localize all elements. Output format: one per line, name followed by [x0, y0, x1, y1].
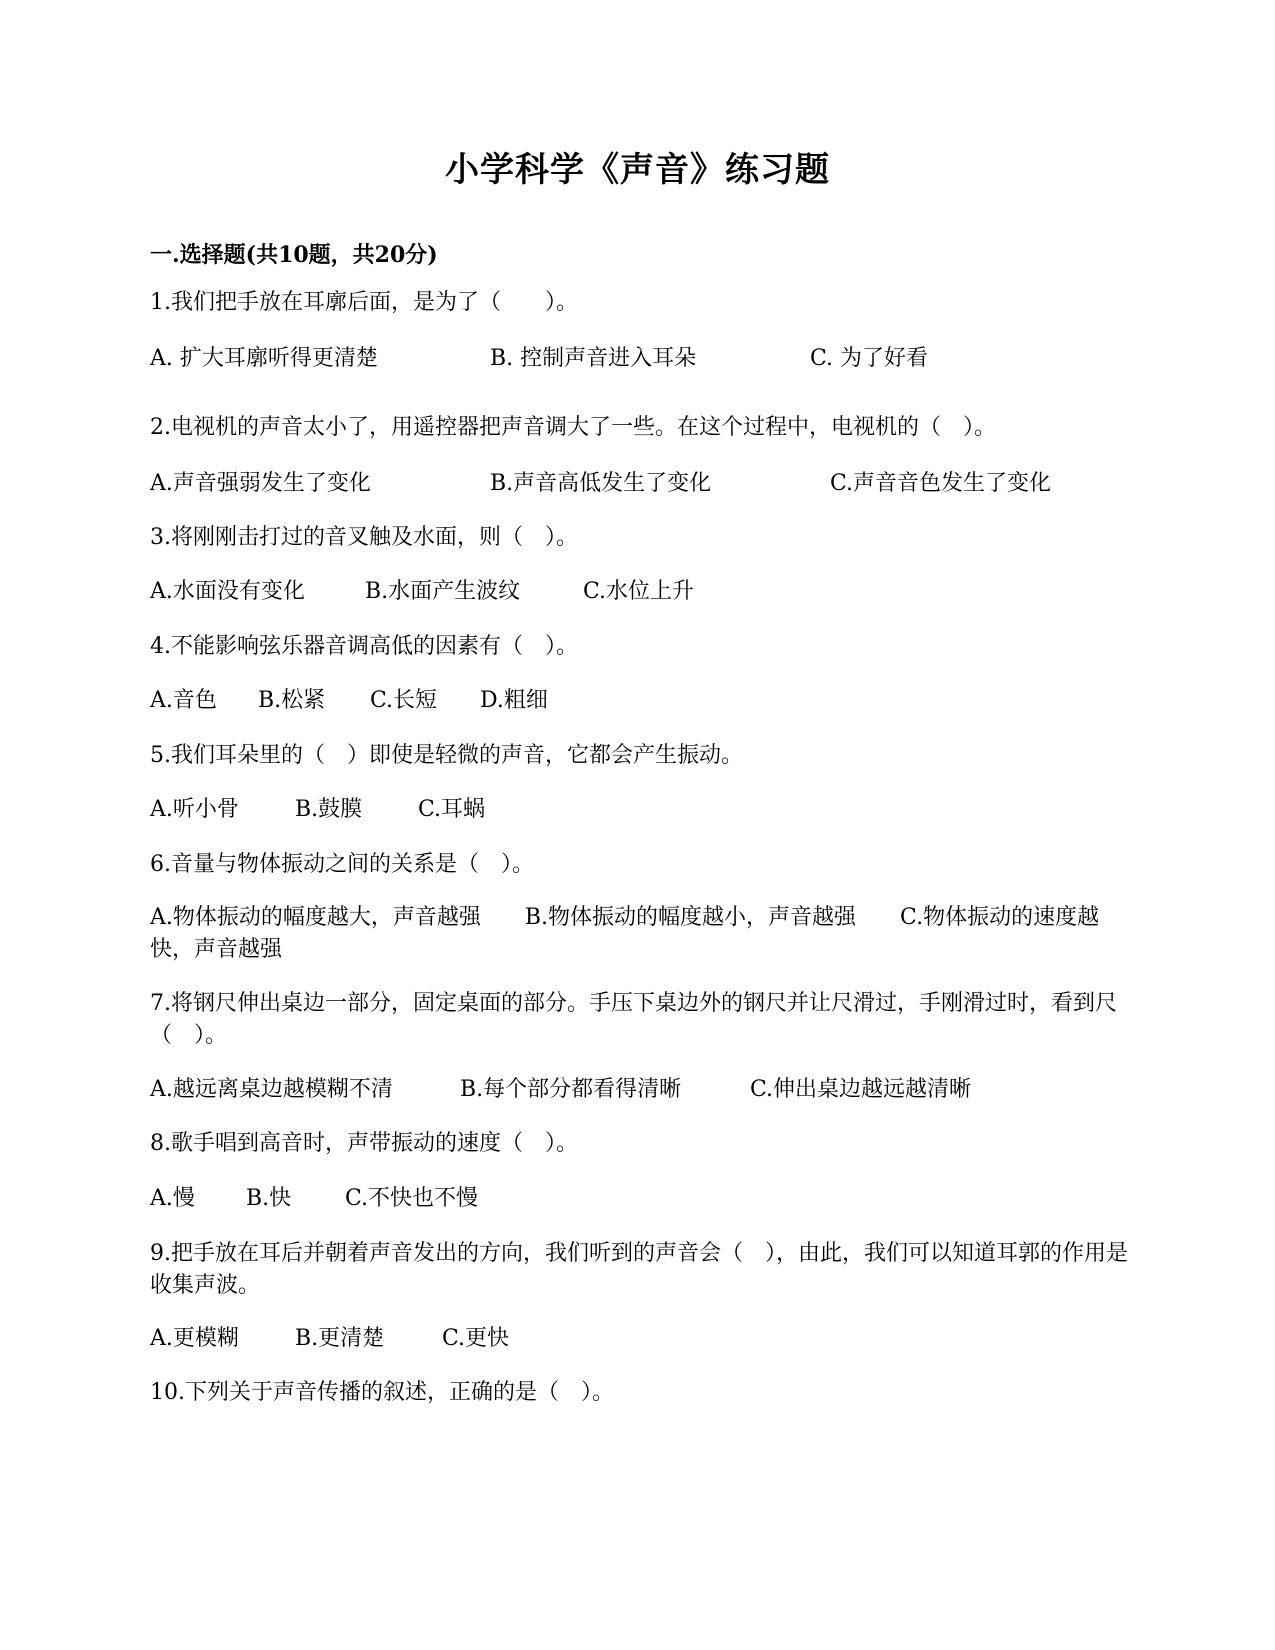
question-option: B.水面产生波纹 [365, 579, 521, 604]
question-options-text: A.物体振动的幅度越大，声音越强 B.物体振动的幅度越小，声音越强 C.物体振动的速度越快，声音越强 [150, 905, 1100, 962]
question-option: A.听小骨 [150, 797, 239, 822]
question-option: C.伸出桌边越远越清晰 [750, 1077, 972, 1102]
question-option: A.音色 [150, 688, 217, 713]
question-option: C. 为了好看 [810, 346, 929, 371]
question-stem: 8.歌手唱到高音时，声带振动的速度（ ）。 [150, 1131, 578, 1156]
question-option: C.不快也不慢 [345, 1186, 479, 1211]
page-title: 小学科学《声音》练习题 [445, 150, 830, 190]
question-option: B.声音高低发生了变化 [490, 471, 712, 496]
question-option: A. 扩大耳廓听得更清楚 [150, 346, 378, 371]
question-stem: 6.音量与物体振动之间的关系是（ ）。 [150, 852, 534, 877]
question-option: B.快 [246, 1186, 292, 1211]
question-option: C.耳蜗 [418, 797, 486, 822]
question-stem: 2.电视机的声音太小了，用遥控器把声音调大了一些。在这个过程中，电视机的（ ）。 [150, 415, 996, 440]
question-option: A.水面没有变化 [150, 579, 305, 604]
question-option: B.鼓膜 [295, 797, 363, 822]
question-option: A.声音强弱发生了变化 [150, 471, 371, 496]
question-option: C.长短 [370, 688, 438, 713]
question-option: A.更模糊 [150, 1326, 239, 1351]
question-option: B.更清楚 [295, 1326, 385, 1351]
question-option: D.粗细 [480, 688, 548, 713]
question-option: C.声音音色发生了变化 [830, 471, 1052, 496]
question-stem: 10.下列关于声音传播的叙述，正确的是（ ）。 [150, 1380, 614, 1405]
question-stem: 9.把手放在耳后并朝着声音发出的方向，我们听到的声音会（ ），由此，我们可以知道耳郭的作用是收集声波。 [150, 1241, 1128, 1298]
question-stem: 5.我们耳朵里的（ ）即使是轻微的声音，它都会产生振动。 [150, 743, 743, 768]
question-option: C.水位上升 [583, 579, 695, 604]
question-option: A.慢 [150, 1186, 195, 1211]
question-stem: 1.我们把手放在耳廓后面，是为了（ ）。 [150, 290, 578, 315]
question-option: C.更快 [442, 1326, 510, 1351]
question-option: B. 控制声音进入耳朵 [490, 346, 697, 371]
question-option: B.松紧 [258, 688, 326, 713]
question-option: A.越远离桌边越模糊不清 [150, 1077, 393, 1102]
question-stem: 7.将钢尺伸出桌边一部分，固定桌面的部分。手压下桌边外的钢尺并让尺滑过，手刚滑过时，看到尺（ ）。 [150, 991, 1117, 1048]
question-stem: 4.不能影响弦乐器音调高低的因素有（ ）。 [150, 634, 578, 659]
question-stem: 3.将刚刚击打过的音叉触及水面，则（ ）。 [150, 525, 578, 550]
section-heading: 一.选择题(共10题，共20分) [150, 242, 438, 268]
question-option: B.每个部分都看得清晰 [460, 1077, 682, 1102]
